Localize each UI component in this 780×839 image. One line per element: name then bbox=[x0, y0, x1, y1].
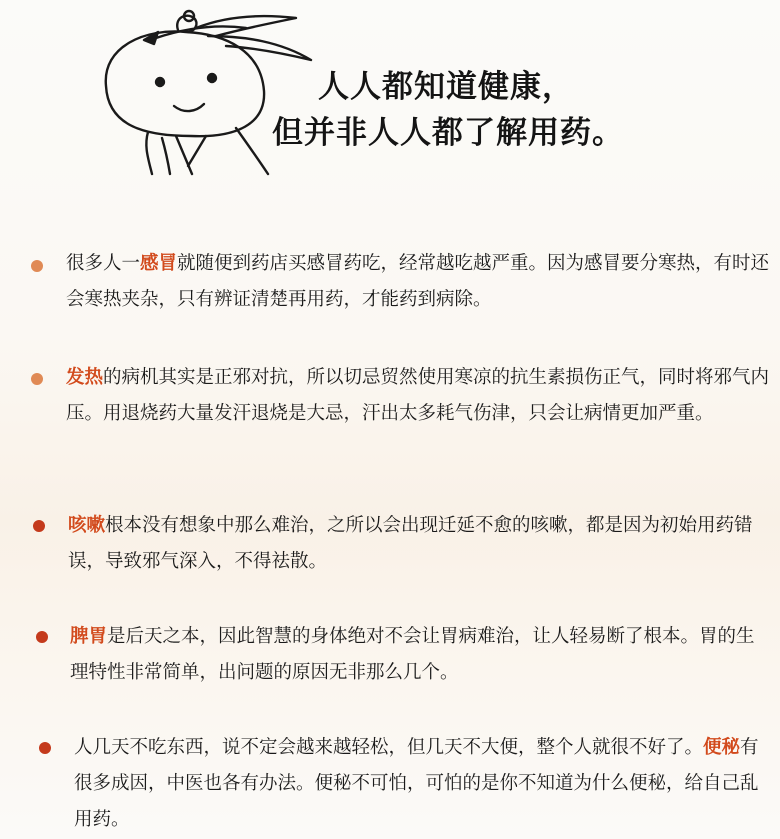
paragraph-fever bbox=[66, 360, 772, 432]
headline-line-1: 人人都知道健康， bbox=[318, 69, 574, 105]
headline-line-2: 但并非人人都了解用药。 bbox=[272, 115, 624, 151]
paragraph-cough bbox=[68, 508, 772, 580]
paragraph-constipation-pre: 人几天不吃东西，说不定会越来越轻松，但几天不大便，整个人就很不好了。 bbox=[74, 737, 704, 758]
paragraph-cold-body: 就随便到药店买感冒药吃，经常越吃越严重。因为感冒要分寒热，有时还会寒热夹杂，只有辨证清楚再用药，才能药到病除。 bbox=[66, 253, 770, 310]
bullet-dot bbox=[36, 631, 48, 643]
bullet-dot bbox=[33, 520, 45, 532]
paragraph-spleen-stomach bbox=[70, 619, 772, 691]
bullet-dot bbox=[39, 742, 51, 754]
paragraph-constipation bbox=[74, 730, 766, 838]
keyword-cough: 咳嗽 bbox=[68, 515, 106, 536]
headline bbox=[272, 64, 624, 156]
keyword-constipation: 便秘 bbox=[703, 737, 741, 758]
bullet-dot bbox=[31, 373, 43, 385]
paragraph-spleen-stomach-body: 是后天之本，因此智慧的身体绝对不会让胃病难治，让人轻易断了根本。胃的生理特性非常简单，出问题的原因无非那么几个。 bbox=[70, 626, 755, 683]
bullet-dot bbox=[31, 260, 43, 272]
paragraph-cold-pre: 很多人一 bbox=[66, 253, 141, 274]
keyword-cold: 感冒 bbox=[140, 253, 178, 274]
paragraph-constipation-body: 有很多成因，中医也各有办法。便秘不可怕，可怕的是你不知道为什么便秘，给自己乱用药。 bbox=[74, 737, 759, 830]
paragraph-cold bbox=[66, 246, 772, 318]
paragraph-fever-body: 的病机其实是正邪对抗，所以切忌贸然使用寒凉的抗生素损伤正气，同时将邪气内压。用退烧药大量发汗退烧是大忌，汗出太多耗气伤津，只会让病情更加严重。 bbox=[66, 367, 770, 424]
keyword-spleen-stomach: 脾胃 bbox=[70, 626, 108, 647]
paragraph-cough-body: 根本没有想象中那么难治，之所以会出现迁延不愈的咳嗽，都是因为初始用药错误，导致邪气深入，不得祛散。 bbox=[68, 515, 753, 572]
keyword-fever: 发热 bbox=[66, 367, 104, 388]
